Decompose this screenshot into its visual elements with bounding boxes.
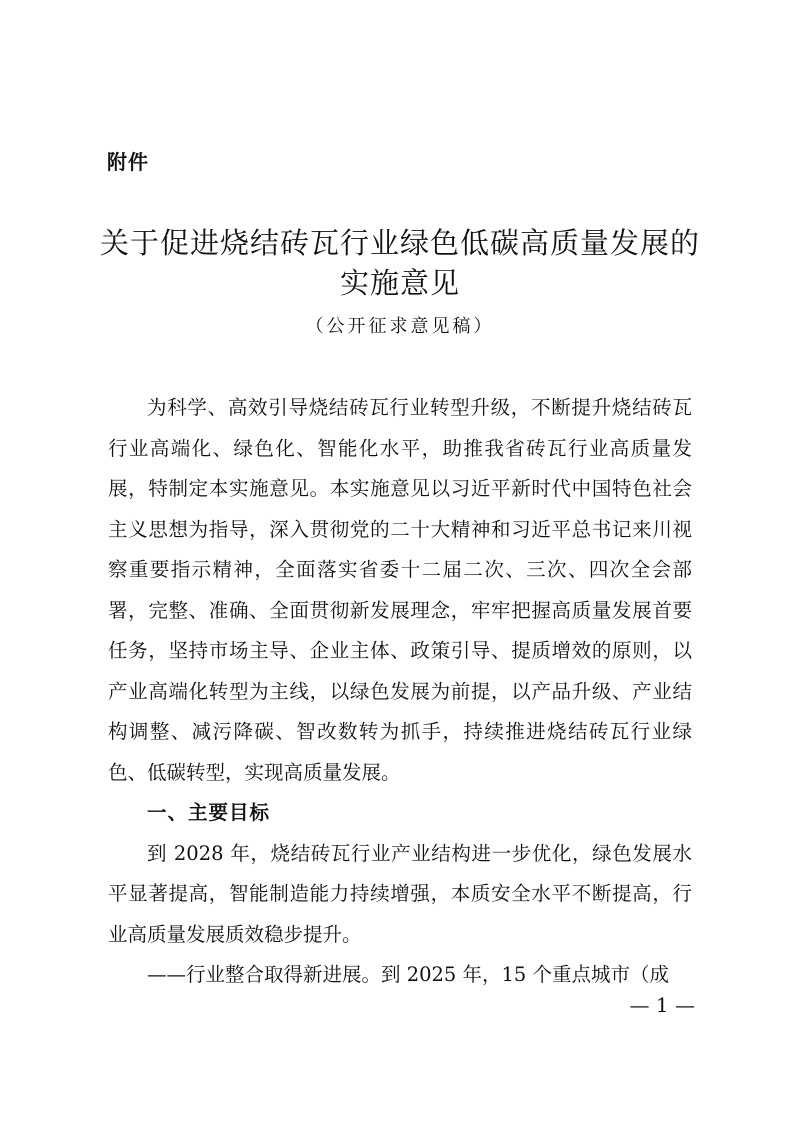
document-subtitle: （公开征求意见稿） bbox=[305, 316, 495, 337]
page-number: — 1 — bbox=[629, 993, 695, 1017]
document-body bbox=[108, 388, 692, 996]
document-title-line-1: 关于促进烧结砖瓦行业绿色低碳高质量发展的 bbox=[100, 226, 701, 260]
section-1-heading: 一、主要目标 bbox=[147, 801, 271, 824]
section-1-paragraph: 到 2028 年，烧结砖瓦行业产业结构进一步优化，绿色发展水平显著提高，智能制造能力持续增强，本质安全水平不断提高，行业高质量发展质效稳步提升。 bbox=[108, 841, 692, 946]
attachment-label: 附件 bbox=[107, 150, 149, 174]
intro-paragraph: 为科学、高效引导烧结砖瓦行业转型升级，不断提升烧结砖瓦行业高端化、绿色化、智能化水平，助推我省砖瓦行业高质量发展，特制定本实施意见。本实施意见以习近平新时代中国特色社会主义思想为指导，深入贯彻党的二十大精神和习近平总书记来川视察重要指示精神，全面落实省委十二届二次、三次、四次全会部署，完整、准确、全面贯彻新发展理念，牢牢把握高质量发展首要任务，坚持市场主导、企业主体、政策引导、提质增效的原则，以产业高端化转型为主线，以绿色发展为前提，以产品升级、产业结构调整、减污降碳、智改数转为抓手，持续推进烧结砖瓦行业绿色、低碳转型，实现高质量发展。 bbox=[108, 396, 692, 784]
document-title-line-2: 实施意见 bbox=[339, 266, 460, 300]
section-1-item-1: ——行业整合取得新进展。到 2025 年，15 个重点城市（成 bbox=[147, 963, 670, 986]
